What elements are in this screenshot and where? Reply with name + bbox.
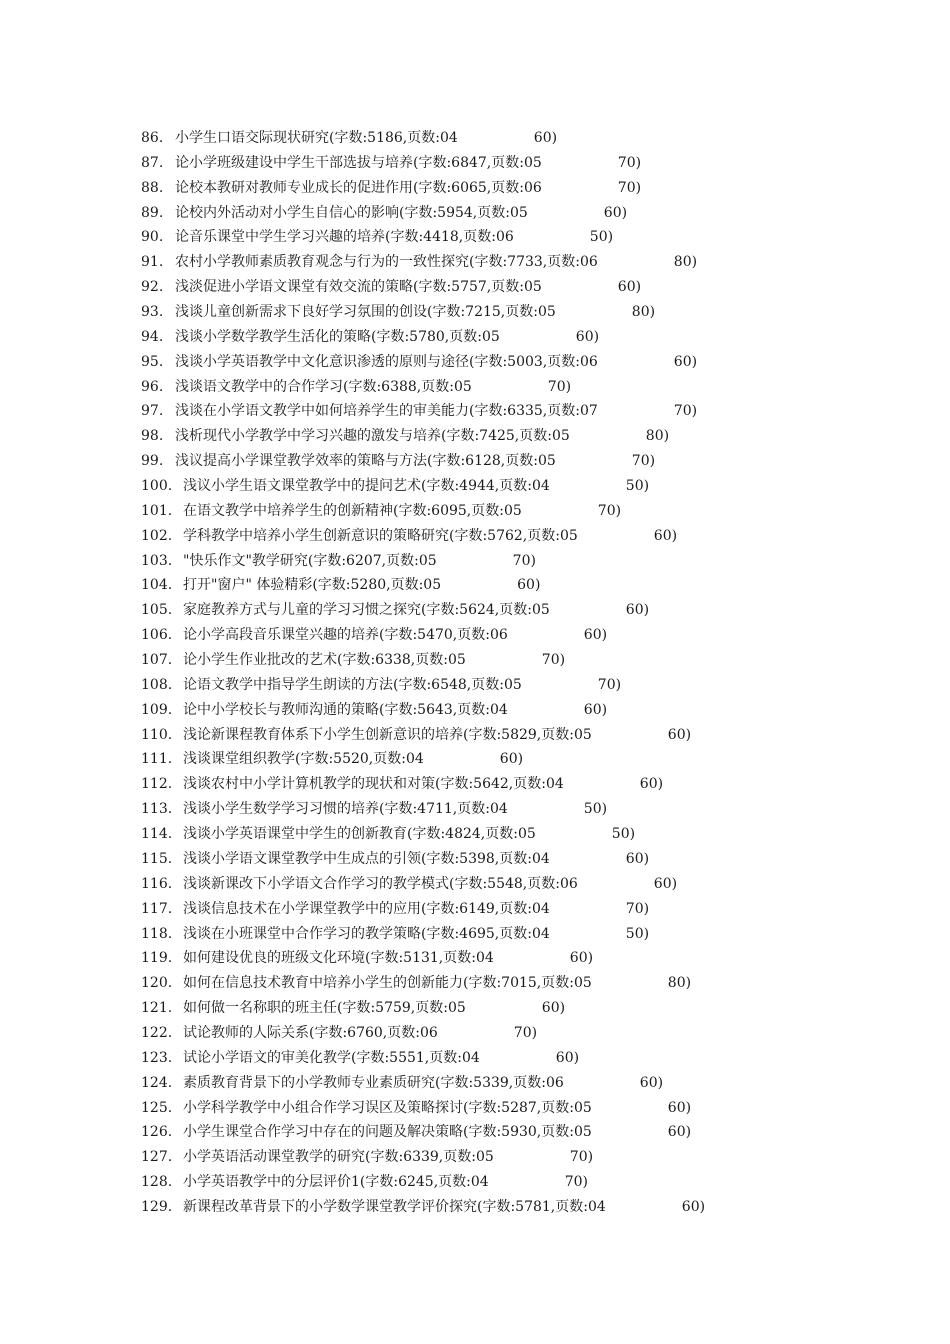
item-tail: 70) bbox=[617, 154, 642, 171]
item-tail: 50) bbox=[583, 801, 608, 818]
item-title: 浅论新课程教育体系下小学生创新意识的培养(字数:5829,页数:05 bbox=[183, 726, 592, 743]
item-tail: 60) bbox=[603, 204, 628, 221]
item-title: 新课程改革背景下的小学数学课堂教学评价探究(字数:5781,页数:04 bbox=[183, 1198, 606, 1215]
list-item bbox=[141, 971, 692, 996]
list-item bbox=[141, 1195, 706, 1220]
list-item bbox=[141, 424, 670, 449]
item-number: 94. bbox=[141, 328, 164, 345]
thesis-title-list bbox=[141, 126, 706, 1220]
item-tail: 50) bbox=[625, 925, 650, 942]
item-title: 浅谈语文教学中的合作学习(字数:6388,页数:05 bbox=[175, 378, 472, 395]
item-title: 小学英语教学中的分层评价1(字数:6245,页数:04 bbox=[183, 1174, 489, 1191]
item-tail: 70) bbox=[564, 1174, 588, 1191]
item-title: 农村小学教师素质教育观念与行为的一致性探究(字数:7733,页数:06 bbox=[175, 254, 598, 271]
item-tail: 60) bbox=[517, 577, 541, 594]
item-title: 如何在信息技术教育中培养小学生的创新能力(字数:7015,页数:05 bbox=[183, 975, 592, 992]
item-number: 86. bbox=[141, 130, 164, 146]
item-tail: 60) bbox=[625, 850, 650, 867]
list-item bbox=[141, 747, 606, 772]
item-tail: 60) bbox=[681, 1198, 706, 1215]
item-number: 119. bbox=[141, 950, 173, 967]
item-title: 浅谈儿童创新需求下良好学习氛围的创设(字数:7215,页数:05 bbox=[175, 304, 556, 321]
item-tail: 60) bbox=[583, 627, 608, 644]
list-item bbox=[141, 822, 636, 847]
list-item bbox=[141, 399, 698, 424]
item-number: 122. bbox=[141, 1024, 173, 1041]
list-item bbox=[141, 375, 606, 400]
item-tail: 60) bbox=[667, 1124, 692, 1141]
item-title: 论中小学校长与教师沟通的策略(字数:5643,页数:04 bbox=[183, 701, 508, 718]
item-title: 试论教师的人际关系(字数:6760,页数:06 bbox=[183, 1024, 438, 1041]
list-item bbox=[141, 797, 606, 822]
item-title: 小学生课堂合作学习中存在的问题及解决策略(字数:5930,页数:05 bbox=[183, 1124, 592, 1141]
item-tail: 50) bbox=[611, 826, 636, 843]
item-title: 学科教学中培养小学生创新意识的策略研究(字数:5762,页数:05 bbox=[183, 527, 578, 544]
item-title: 浅谈小学英语教学中文化意识渗透的原则与途径(字数:5003,页数:06 bbox=[175, 353, 598, 370]
list-item bbox=[141, 300, 656, 325]
item-number: 105. bbox=[141, 602, 173, 619]
item-number: 127. bbox=[141, 1149, 173, 1166]
list-item bbox=[141, 922, 650, 947]
item-number: 107. bbox=[141, 652, 173, 669]
item-title: 论校本教研对教师专业成长的促进作用(字数:6065,页数:06 bbox=[175, 179, 542, 196]
item-number: 93. bbox=[141, 304, 164, 321]
item-number: 128. bbox=[141, 1174, 173, 1191]
list-item bbox=[141, 151, 642, 176]
item-tail: 50) bbox=[589, 229, 614, 246]
list-item bbox=[141, 623, 606, 648]
list-item bbox=[141, 275, 642, 300]
item-tail: 60) bbox=[555, 1049, 580, 1066]
list-item bbox=[141, 1071, 664, 1096]
item-tail: 70) bbox=[541, 652, 566, 669]
item-title: 论语文教学中指导学生朗读的方法(字数:6548,页数:05 bbox=[183, 676, 522, 693]
item-tail: 70) bbox=[597, 676, 622, 693]
item-tail: 70) bbox=[597, 502, 622, 519]
list-item bbox=[141, 474, 650, 499]
item-tail: 80) bbox=[631, 304, 656, 321]
item-title: 论小学高段音乐课堂兴趣的培养(字数:5470,页数:06 bbox=[183, 627, 508, 644]
list-item bbox=[141, 350, 698, 375]
list-item bbox=[141, 225, 614, 250]
item-title: 论校内外活动对小学生自信心的影响(字数:5954,页数:05 bbox=[175, 204, 528, 221]
item-title: 如何建设优良的班级文化环境(字数:5131,页数:04 bbox=[183, 950, 494, 967]
item-tail: 60) bbox=[541, 1000, 566, 1017]
list-item bbox=[141, 1096, 692, 1121]
item-title: 浅谈农村中小学计算机教学的现状和对策(字数:5642,页数:04 bbox=[183, 776, 564, 793]
item-title: 浅谈小学英语课堂中学生的创新教育(字数:4824,页数:05 bbox=[183, 826, 536, 843]
item-title: 论小学生作业批改的艺术(字数:6338,页数:05 bbox=[183, 652, 466, 669]
item-tail: 60) bbox=[575, 328, 600, 345]
list-item bbox=[141, 847, 650, 872]
item-number: 116. bbox=[141, 875, 173, 892]
item-title: 素质教育背景下的小学教师专业素质研究(字数:5339,页数:06 bbox=[183, 1074, 564, 1091]
item-number: 100. bbox=[141, 478, 173, 495]
item-number: 99. bbox=[141, 453, 164, 470]
item-title: 浅淡促进小学语文课堂有效交流的策略(字数:5757,页数:05 bbox=[175, 279, 542, 296]
item-number: 111. bbox=[141, 751, 173, 768]
item-number: 110. bbox=[141, 726, 173, 743]
item-number: 103. bbox=[141, 552, 173, 569]
item-number: 129. bbox=[141, 1198, 173, 1215]
item-title: 浅谈小学生数学学习习惯的培养(字数:4711,页数:04 bbox=[183, 801, 508, 818]
item-tail: 60) bbox=[499, 751, 524, 768]
list-item bbox=[141, 524, 678, 549]
item-tail: 70) bbox=[547, 378, 572, 395]
item-tail: 60) bbox=[583, 701, 608, 718]
list-item bbox=[141, 176, 642, 201]
item-title: 小学生口语交际现状研究(字数:5186,页数:04 bbox=[175, 130, 458, 146]
item-tail: 80) bbox=[645, 428, 670, 445]
item-number: 113. bbox=[141, 801, 173, 818]
list-item bbox=[141, 1046, 606, 1071]
item-tail: 70) bbox=[617, 179, 642, 196]
item-title: "快乐作文"教学研究(字数:6207,页数:05 bbox=[183, 552, 437, 569]
item-number: 88. bbox=[141, 179, 164, 196]
item-title: 论小学班级建设中学生干部选拔与培养(字数:6847,页数:05 bbox=[175, 154, 542, 171]
item-title: 小学英语活动课堂教学的研究(字数:6339,页数:05 bbox=[183, 1149, 494, 1166]
item-number: 106. bbox=[141, 627, 173, 644]
item-number: 102. bbox=[141, 527, 173, 544]
item-title: 浅议提高小学课堂教学效率的策略与方法(字数:6128,页数:05 bbox=[175, 453, 556, 470]
item-title: 试论小学语文的审美化教学(字数:5551,页数:04 bbox=[183, 1049, 480, 1066]
item-number: 101. bbox=[141, 502, 173, 519]
list-item bbox=[141, 673, 622, 698]
item-tail: 60) bbox=[673, 353, 698, 370]
item-title: 浅议小学生语文课堂教学中的提问艺术(字数:4944,页数:04 bbox=[183, 478, 550, 495]
item-number: 97. bbox=[141, 403, 164, 420]
list-item bbox=[141, 598, 650, 623]
item-number: 87. bbox=[141, 154, 164, 171]
list-item bbox=[141, 325, 606, 350]
list-item bbox=[141, 698, 606, 723]
item-tail: 50) bbox=[625, 478, 650, 495]
list-item bbox=[141, 1120, 692, 1145]
item-title: 浅谈在小学语文教学中如何培养学生的审美能力(字数:6335,页数:07 bbox=[175, 403, 598, 420]
item-tail: 60) bbox=[617, 279, 642, 296]
item-number: 96. bbox=[141, 378, 164, 395]
item-title: 浅谈课堂组织教学(字数:5520,页数:04 bbox=[183, 751, 424, 768]
item-tail: 60) bbox=[667, 1099, 692, 1116]
list-item bbox=[141, 772, 664, 797]
list-item bbox=[141, 499, 622, 524]
item-number: 117. bbox=[141, 900, 173, 917]
item-title: 浅谈在小班课堂中合作学习的教学策略(字数:4695,页数:04 bbox=[183, 925, 550, 942]
item-number: 115. bbox=[141, 850, 173, 867]
item-number: 108. bbox=[141, 676, 173, 693]
item-title: 浅谈新课改下小学语文合作学习的教学模式(字数:5548,页数:06 bbox=[183, 875, 578, 892]
list-item bbox=[141, 723, 692, 748]
item-number: 112. bbox=[141, 776, 173, 793]
list-item bbox=[141, 648, 606, 673]
item-number: 104. bbox=[141, 577, 173, 594]
item-number: 125. bbox=[141, 1099, 173, 1116]
item-tail: 80) bbox=[673, 254, 698, 271]
item-title: 家庭教养方式与儿童的学习习惯之探究(字数:5624,页数:05 bbox=[183, 602, 550, 619]
list-item bbox=[141, 1021, 606, 1046]
list-item bbox=[141, 1145, 606, 1170]
item-tail: 60) bbox=[667, 726, 692, 743]
item-tail: 70) bbox=[631, 453, 656, 470]
item-number: 90. bbox=[141, 229, 164, 246]
item-title: 论音乐课堂中学生学习兴趣的培养(字数:4418,页数:06 bbox=[175, 229, 514, 246]
item-number: 124. bbox=[141, 1074, 173, 1091]
list-item bbox=[141, 250, 698, 275]
item-number: 89. bbox=[141, 204, 164, 221]
list-item bbox=[141, 573, 606, 598]
item-number: 109. bbox=[141, 701, 173, 718]
item-title: 小学科学教学中小组合作学习误区及策略探讨(字数:5287,页数:05 bbox=[183, 1099, 592, 1116]
item-tail: 70) bbox=[513, 1024, 538, 1041]
item-tail: 60) bbox=[569, 950, 594, 967]
item-tail: 70) bbox=[512, 552, 536, 569]
item-tail: 70) bbox=[569, 1149, 594, 1166]
item-tail: 60) bbox=[625, 602, 650, 619]
list-item bbox=[141, 996, 606, 1021]
item-title: 在语文教学中培养学生的创新精神(字数:6095,页数:05 bbox=[183, 502, 522, 519]
item-number: 121. bbox=[141, 1000, 173, 1017]
item-tail: 70) bbox=[625, 900, 650, 917]
item-number: 114. bbox=[141, 826, 173, 843]
item-number: 92. bbox=[141, 279, 164, 296]
item-title: 打开"窗户" 体验精彩(字数:5280,页数:05 bbox=[183, 577, 442, 594]
item-number: 120. bbox=[141, 975, 173, 992]
item-title: 浅析现代小学教学中学习兴趣的激发与培养(字数:7425,页数:05 bbox=[175, 428, 570, 445]
item-number: 91. bbox=[141, 254, 164, 271]
list-item bbox=[141, 201, 628, 226]
item-tail: 60) bbox=[639, 776, 664, 793]
list-item bbox=[141, 449, 656, 474]
item-number: 95. bbox=[141, 353, 164, 370]
list-item bbox=[141, 126, 606, 151]
item-tail: 60) bbox=[639, 1074, 664, 1091]
item-number: 98. bbox=[141, 428, 164, 445]
item-tail: 80) bbox=[667, 975, 692, 992]
item-title: 如何做一名称职的班主任(字数:5759,页数:05 bbox=[183, 1000, 466, 1017]
item-tail: 60) bbox=[533, 130, 558, 146]
list-item bbox=[141, 897, 650, 922]
list-item bbox=[141, 1170, 606, 1195]
item-number: 118. bbox=[141, 925, 173, 942]
item-title: 浅谈信息技术在小学课堂教学中的应用(字数:6149,页数:04 bbox=[183, 900, 550, 917]
list-item bbox=[141, 872, 678, 897]
item-tail: 60) bbox=[653, 527, 678, 544]
list-item bbox=[141, 946, 606, 971]
item-number: 126. bbox=[141, 1124, 173, 1141]
item-number: 123. bbox=[141, 1049, 173, 1066]
item-title: 浅谈小学数学教学生活化的策略(字数:5780,页数:05 bbox=[175, 328, 500, 345]
item-tail: 60) bbox=[653, 875, 678, 892]
item-tail: 70) bbox=[673, 403, 698, 420]
item-title: 浅谈小学语文课堂教学中生成点的引领(字数:5398,页数:04 bbox=[183, 850, 550, 867]
list-item bbox=[141, 549, 606, 574]
